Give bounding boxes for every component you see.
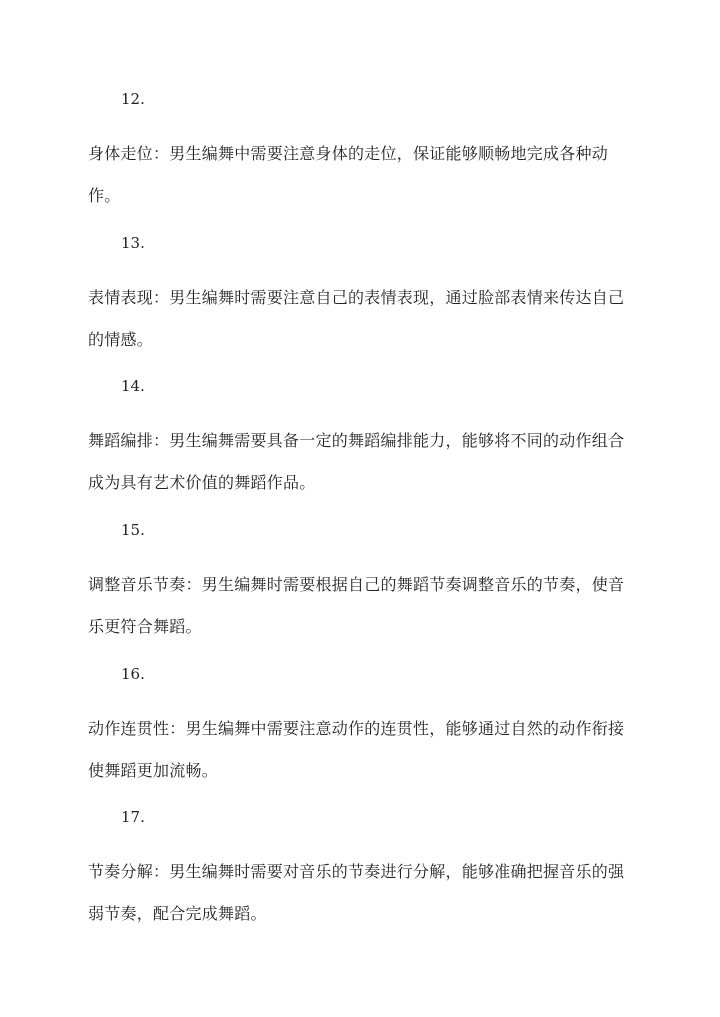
item-text: 动作连贯性：男生编舞中需要注意动作的连贯性，能够通过自然的动作衔接使舞蹈更加流畅。: [88, 719, 625, 780]
item-number: 14.: [121, 377, 145, 395]
item-text: 身体走位：男生编舞中需要注意身体的走位，保证能够顺畅地完成各种动作。: [88, 144, 609, 205]
item-number: 12.: [121, 90, 145, 108]
item-text: 表情表现：男生编舞时需要注意自己的表情表现，通过脸部表情来传达自己的情感。: [88, 288, 625, 349]
item-text: 节奏分解：男生编舞时需要对音乐的节奏进行分解，能够准确把握音乐的强弱节奏，配合完成舞蹈。: [88, 862, 625, 923]
item-text: 舞蹈编排：男生编舞需要具备一定的舞蹈编排能力，能够将不同的动作组合成为具有艺术价值的舞蹈作品。: [88, 431, 625, 492]
item-number: 13.: [121, 234, 145, 252]
item-number: 15.: [121, 521, 145, 539]
item-text: 调整音乐节奏：男生编舞时需要根据自己的舞蹈节奏调整音乐的节奏，使音乐更符合舞蹈。: [88, 575, 625, 636]
item-number: 17.: [121, 808, 145, 826]
item-number: 16.: [121, 665, 145, 683]
